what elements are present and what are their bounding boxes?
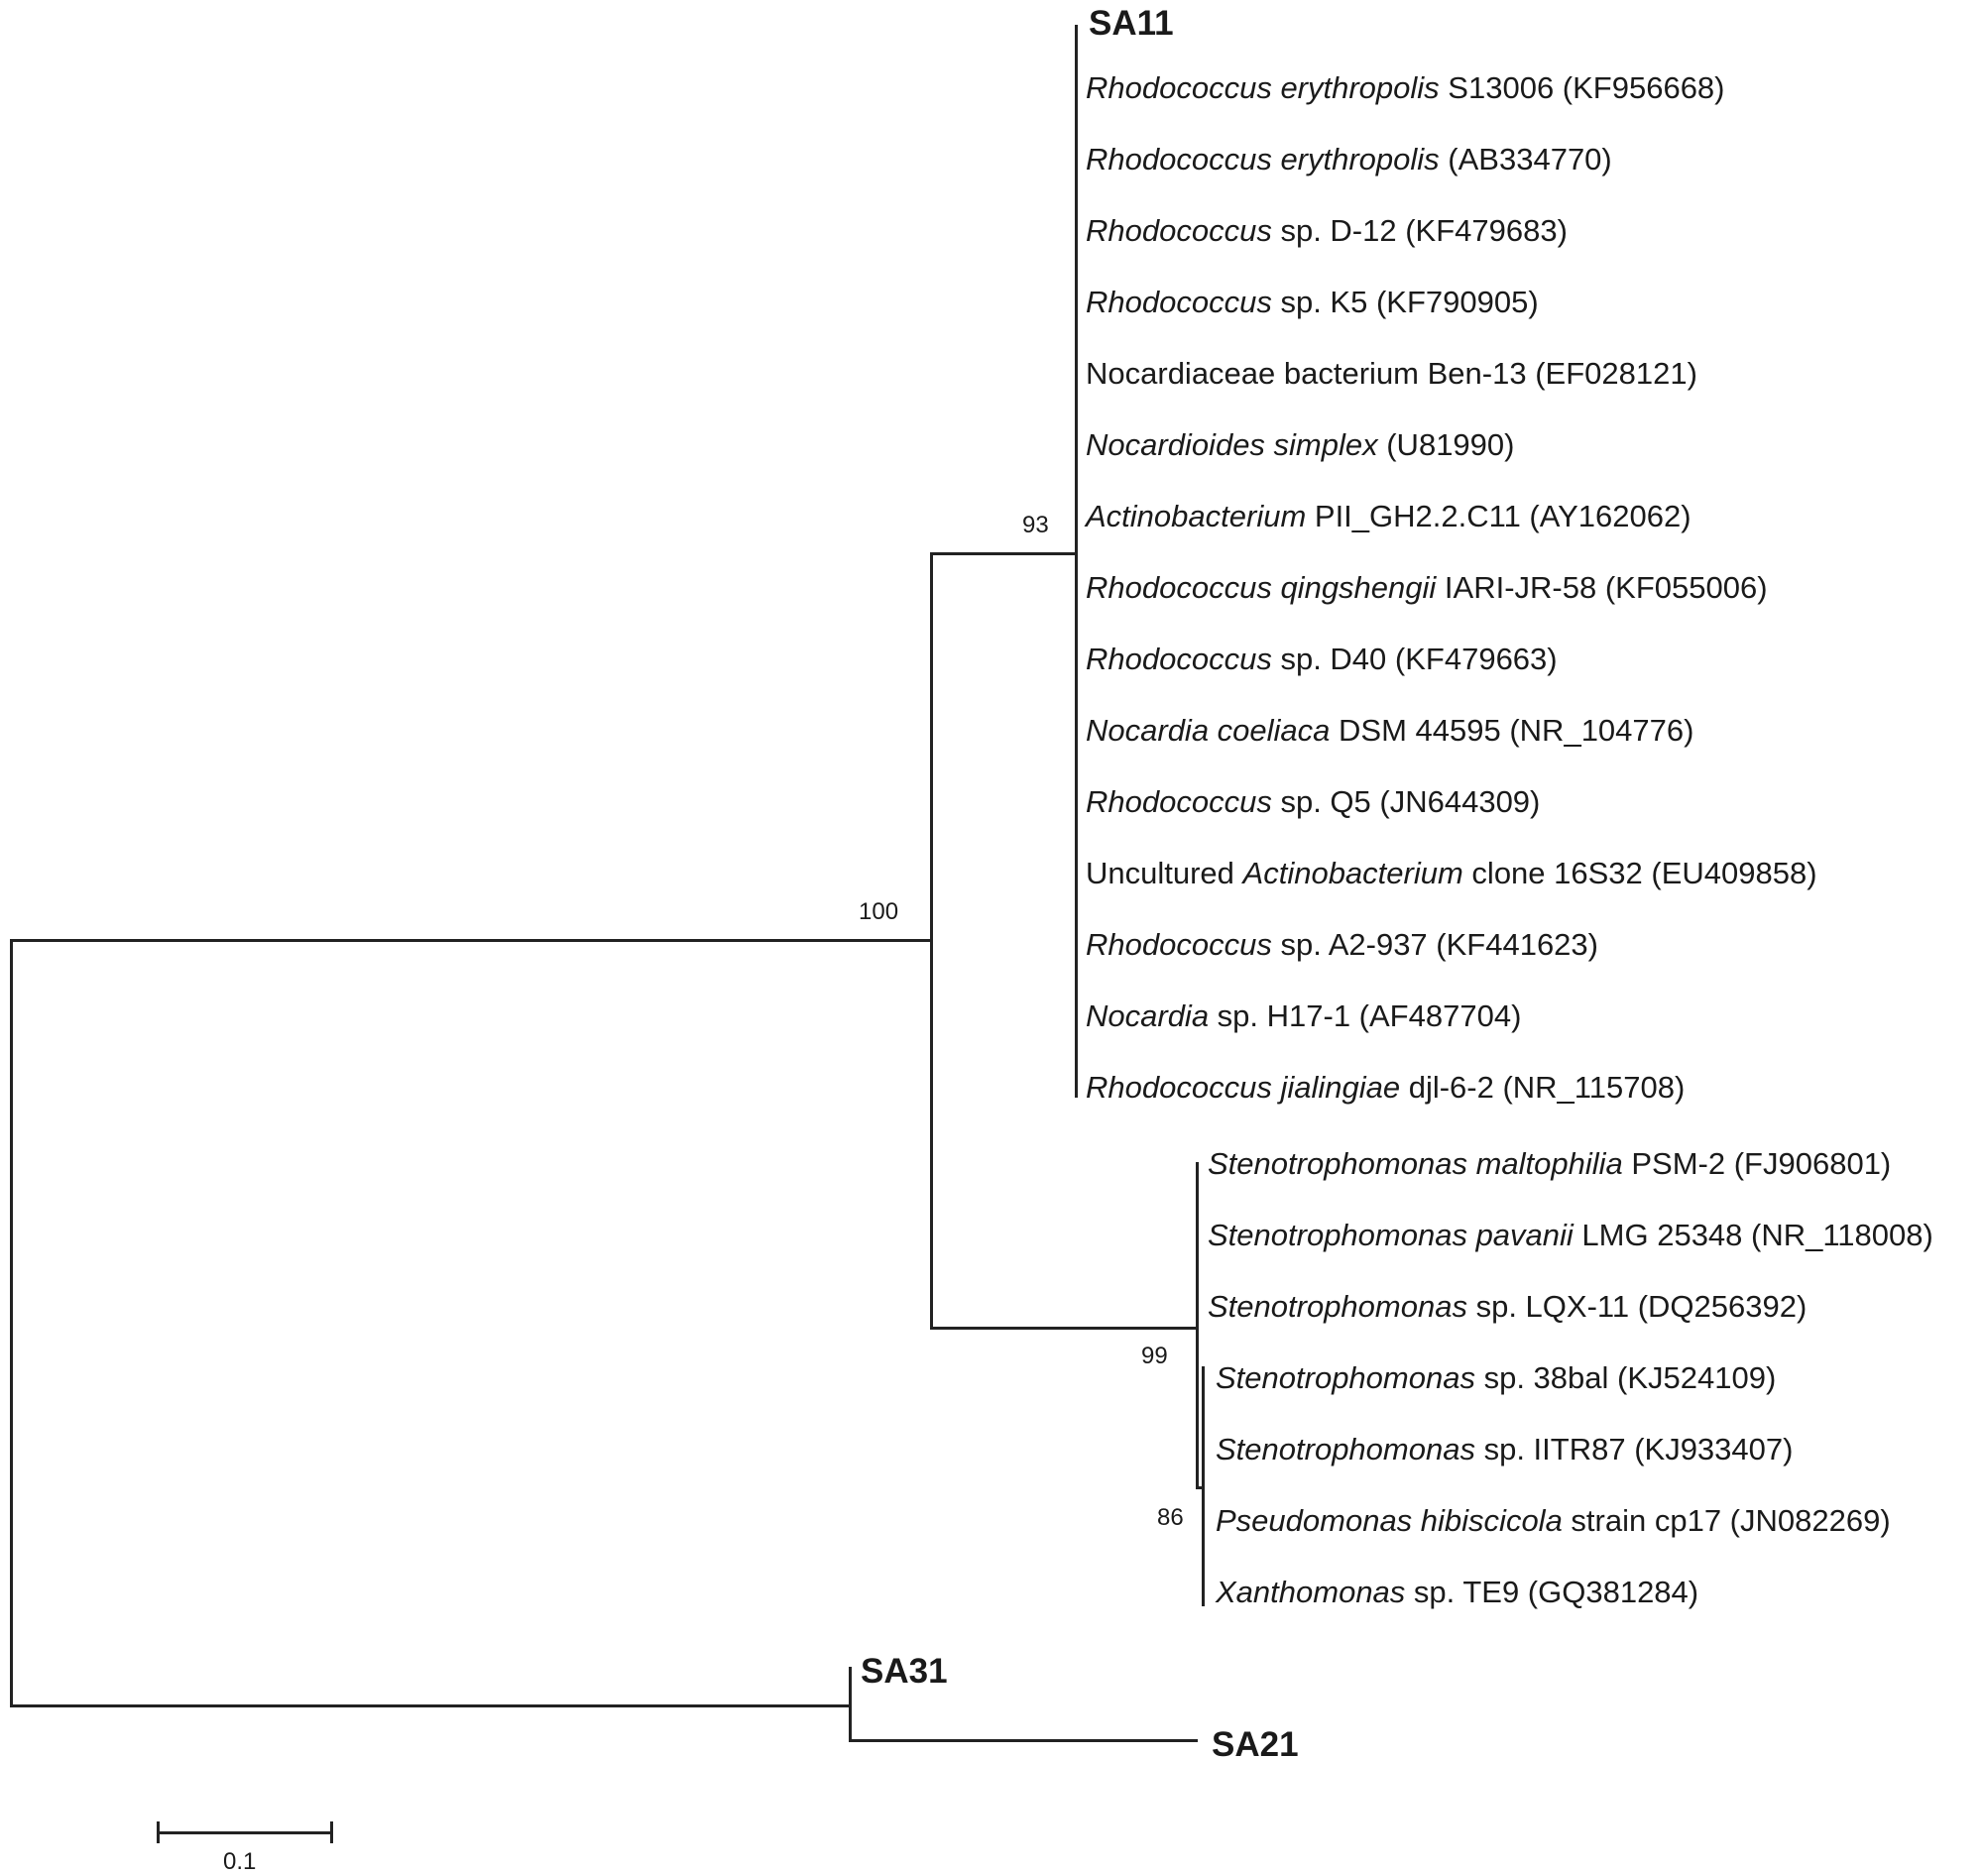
scale-bar-left-tick: [157, 1821, 160, 1843]
strain-accession: sp. Q5 (JN644309): [1271, 784, 1541, 819]
leaf-label-sa21: [1212, 1725, 1299, 1765]
strain-accession: SA21: [1212, 1725, 1299, 1764]
taxon-name: Rhodococcus: [1086, 285, 1272, 319]
taxon-name: Actinobacterium: [1086, 499, 1307, 533]
node-93-vertical-branch: [1075, 25, 1078, 1098]
strain-accession: PII_GH2.2.C11 (AY162062): [1306, 499, 1691, 533]
root-to-sa-node-branch: [10, 1704, 851, 1707]
leaf-label-leaf-nr115708: [1086, 1070, 1685, 1106]
taxon-name: Xanthomonas: [1216, 1575, 1406, 1609]
strain-accession: clone 16S32 (EU409858): [1462, 856, 1817, 890]
taxon-name: Rhodococcus: [1086, 784, 1272, 819]
strain-accession: DSM 44595 (NR_104776): [1330, 713, 1694, 748]
taxon-name: Actinobacterium: [1242, 856, 1463, 890]
leaf-label-leaf-kf441623: [1086, 927, 1598, 963]
strain-accession: sp. D40 (KF479663): [1271, 642, 1558, 676]
leaf-label-leaf-eu409858: [1086, 856, 1817, 891]
sa-node-vertical-branch: [849, 1667, 852, 1742]
taxon-name: Rhodococcus qingshengii: [1086, 570, 1437, 605]
root-vertical-branch: [10, 939, 13, 1706]
strain-accession: Nocardiaceae bacterium Ben-13 (EF028121): [1086, 356, 1697, 391]
leaf-label-leaf-af487704: [1086, 998, 1521, 1034]
leaf-label-leaf-kf956668: [1086, 70, 1725, 106]
leaf-label-leaf-kf055006: [1086, 570, 1768, 606]
taxon-name: Nocardioides simplex: [1086, 427, 1378, 462]
taxon-name: Stenotrophomonas: [1216, 1360, 1475, 1395]
taxon-name: Stenotrophomonas: [1208, 1289, 1467, 1324]
leaf-label-leaf-kj524109: [1216, 1360, 1776, 1396]
node-100-to-node-93-branch: [930, 552, 1077, 555]
strain-accession: PSM-2 (FJ906801): [1622, 1146, 1892, 1181]
leaf-label-leaf-gq381284: [1216, 1575, 1698, 1610]
strain-accession: (U81990): [1377, 427, 1515, 462]
strain-accession: SA11: [1089, 4, 1174, 43]
scale-bar-line: [157, 1831, 333, 1834]
leaf-label-leaf-jn644309: [1086, 784, 1540, 820]
strain-accession: sp. 38bal (KJ524109): [1474, 1360, 1777, 1395]
strain-accession: sp. IITR87 (KJ933407): [1474, 1432, 1794, 1466]
scale-bar-right-tick: [330, 1821, 333, 1843]
leaf-label-leaf-kf790905: [1086, 285, 1539, 320]
taxon-name: Stenotrophomonas pavanii: [1208, 1218, 1574, 1252]
scale-bar-label: 0.1: [223, 1848, 257, 1875]
strain-accession: S13006 (KF956668): [1439, 70, 1725, 105]
leaf-label-leaf-fj906801: [1208, 1146, 1891, 1182]
leaf-label-leaf-ab334770: [1086, 142, 1612, 177]
node-100-vertical-branch: [930, 552, 933, 1329]
taxon-name: Rhodococcus erythropolis: [1086, 70, 1440, 105]
taxon-name: Rhodococcus jialingiae: [1086, 1070, 1401, 1105]
taxon-name: Rhodococcus: [1086, 213, 1272, 248]
strain-accession: sp. TE9 (GQ381284): [1405, 1575, 1699, 1609]
taxon-name: Nocardia: [1086, 998, 1210, 1033]
strain-accession: sp. LQX-11 (DQ256392): [1466, 1289, 1808, 1324]
taxon-name: Pseudomonas hibiscicola: [1216, 1503, 1563, 1538]
root-to-node-100-branch: [10, 939, 932, 942]
strain-accession: IARI-JR-58 (KF055006): [1436, 570, 1768, 605]
strain-accession: sp. D-12 (KF479683): [1271, 213, 1568, 248]
leaf-label-leaf-kj933407: [1216, 1432, 1793, 1467]
leaf-label-sa11: [1089, 4, 1174, 44]
taxon-name: Rhodococcus: [1086, 642, 1272, 676]
strain-accession: sp. H17-1 (AF487704): [1209, 998, 1522, 1033]
strain-accession: sp. K5 (KF790905): [1271, 285, 1539, 319]
strain-accession: SA31: [861, 1652, 948, 1691]
taxon-name: Rhodococcus: [1086, 927, 1272, 962]
strain-accession: Uncultured: [1086, 856, 1243, 890]
leaf-label-leaf-jn082269: [1216, 1503, 1891, 1539]
node-99-vertical-branch: [1196, 1162, 1199, 1489]
taxon-name: Stenotrophomonas: [1216, 1432, 1475, 1466]
leaf-label-leaf-ef028121: [1086, 356, 1697, 392]
leaf-label-leaf-ay162062: [1086, 499, 1691, 534]
leaf-label-sa31: [861, 1652, 948, 1692]
taxon-name: Stenotrophomonas maltophilia: [1208, 1146, 1623, 1181]
strain-accession: strain cp17 (JN082269): [1562, 1503, 1891, 1538]
strain-accession: djl-6-2 (NR_115708): [1400, 1070, 1686, 1105]
taxon-name: Nocardia coeliaca: [1086, 713, 1331, 748]
bootstrap-value-86: 86: [1157, 1504, 1184, 1531]
bootstrap-value-99: 99: [1141, 1343, 1168, 1369]
node-86-vertical-branch: [1202, 1366, 1205, 1606]
bootstrap-value-100: 100: [859, 898, 899, 925]
leaf-label-leaf-u81990: [1086, 427, 1514, 463]
sa-node-to-sa21-branch: [849, 1739, 1198, 1742]
leaf-label-leaf-dq256392: [1208, 1289, 1807, 1325]
leaf-label-leaf-nr118008: [1208, 1218, 1933, 1253]
leaf-label-leaf-kf479663: [1086, 642, 1558, 677]
bootstrap-value-93: 93: [1022, 512, 1049, 538]
strain-accession: (AB334770): [1439, 142, 1612, 176]
taxon-name: Rhodococcus erythropolis: [1086, 142, 1440, 176]
leaf-label-leaf-kf479683: [1086, 213, 1568, 249]
strain-accession: LMG 25348 (NR_118008): [1573, 1218, 1933, 1252]
leaf-label-leaf-nr104776: [1086, 713, 1693, 749]
strain-accession: sp. A2-937 (KF441623): [1271, 927, 1598, 962]
node-100-to-node-99-branch: [930, 1327, 1198, 1330]
